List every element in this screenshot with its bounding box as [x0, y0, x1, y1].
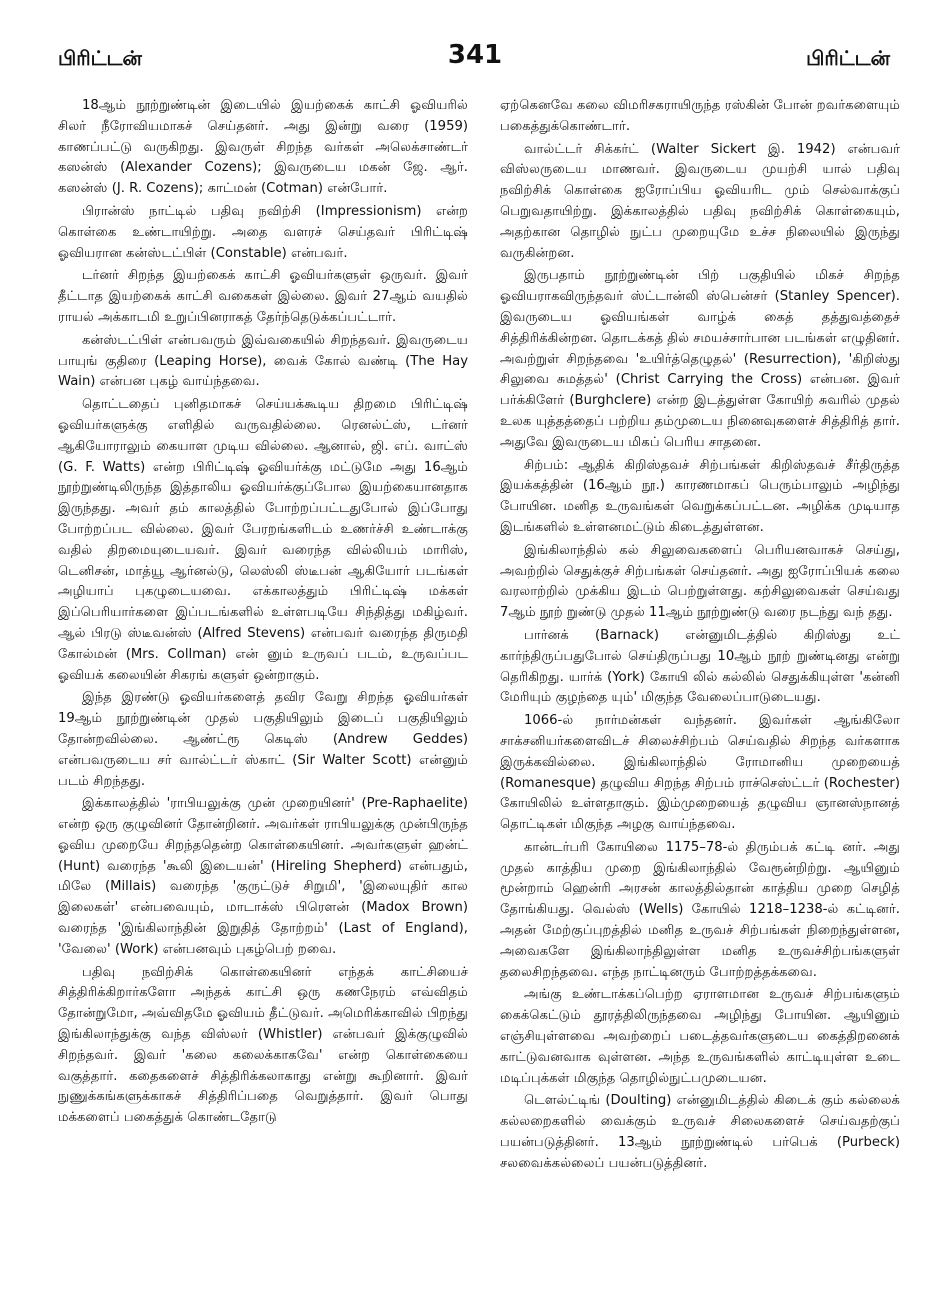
right-column [500, 96, 900, 1177]
paragraph: அங்கு உண்டாக்கப்பெற்ற ஏராளமான உருவச் சிற்பங்களும் கைக்கெட்டும் தூரத்திலிருந்தவை அழிந்து போயின. ஆயினும் எஞ்சியுள்ளவை அவற்றைப் படைத்தவர்களுடைய கைத்திறனைக் காட்டுவனவாக வுள்ளன. அந்த உருவங்களில் காட்டியுள்ள உடை மடிப்புக்கள் மிகுந்த தொழில்நுட்பமுடையன. [500, 987, 900, 1086]
running-head-left: பிரிட்டன் [58, 46, 142, 70]
paragraph: 18ஆம் நூற்றுண்டின் இடையில் இயற்கைக் காட்சி ஓவியரில் சிலர் நீரோவியமாகச் செய்தனர். அது இன்று வரை (1959) காணப்பட்டு வருகிறது. இவருள் சிறந்த வர்கள் அலெக்சாண்டர் கஸன்ஸ் (Alexander Cozens); இவருடைய மகன் ஜே. ஆர். கஸன்ஸ் (J. R. Cozens); காட்மன் (Cotman) என்போர். [58, 98, 468, 197]
left-column [58, 96, 468, 1131]
paragraph: கான்டர்பரி கோயிலை 1175–78-ல் திரும்பக் கட்டி னர். அது முதல் காத்திய முறை இங்கிலாந்தில் வேரூன்றிற்று. ஆயினும் மூன்றாம் ஹென்ரி அரசன் காலத்தில்தான் காத்திய முறை செழித் தோங்கியது. வெல்ஸ் (Wells) கோயில் 1218–1238-ல் கட்டினர். அதன் மேற்குப்புறத்தில் மனித உருவச் சிற்பங்கள் நிறைந்துள்ளன, அவைகளே இங்கிலாந்திலுள்ள மனித உருவச்சிற்பங்களுள் தலைசிறந்தவை. எந்த நாட்டினரும் போற்றத்தக்கவை. [500, 839, 900, 980]
paragraph: இங்கிலாந்தில் கல் சிலுவைகளைப் பெரியனவாகச் செய்து, அவற்றில் செதுக்குச் சிற்பங்கள் செய்தனர். அது ஐரோப்பியக் கலை வரலாற்றில் முக்கிய இடம் பெற்றுள்ளது. கற்சிலுவைகள் செய்வது 7ஆம் நூற் றுண்டு முதல் 11ஆம் நூற்றுண்டு வரை நடந்து வந் தது. [500, 542, 900, 621]
paragraph: கன்ஸ்டட்பிள் என்பவரும் இவ்வகையில் சிறந்தவர். இவருடைய பாயுங் குதிரை (Leaping Horse), வைக் கோல் வண்டி (The Hay Wain) என்பன புகழ் வாய்ந்தவை. [58, 332, 468, 390]
paragraph: பிரான்ஸ் நாட்டில் பதிவு நவிற்சி (Impressionism) என்ற கொள்கை உண்டாயிற்று. அதை வளரச் செய்தவர் பிரிட்டிஷ் ஓவியரான கன்ஸ்டட்பிள் (Constable) என்பவர். [58, 203, 468, 261]
paragraph: டௌல்ட்டிங் (Doulting) என்னுமிடத்தில் கிடைக் கும் கல்லைக் கல்லறைகளில் வைக்கும் உருவச் சிலைகளைச் செய்வதற்குப் பயன்படுத்தினர். 13ஆம் நூற்றுண்டில் பர்பெக் (Purbeck) சலவைக்கல்லைப் பயன்படுத்தினர். [500, 1093, 900, 1171]
paragraph: பார்னக் (Barnack) என்னுமிடத்தில் கிறிஸ்து உட் கார்ந்திருப்பதுபோல் செய்திருப்பது 10ஆம் நூற் றுண்டினது என்று தெரிகிறது. யார்க் (York) கோயி லில் கல்லில் செதுக்கியுள்ள 'கன்னி மேரியும் குழந்தை யும்' மிகுந்த வேலைப்பாடுடையது. [500, 627, 900, 706]
paragraph: இக்காலத்தில் 'ராபியலுக்கு முன் முறையினர்' (Pre-Raphaelite) என்ற ஒரு குழுவினர் தோன்றினர். அவர்கள் ராபியலுக்கு முன்பிருந்த ஓவிய முறையே சிறந்ததென்ற கொள்கையினர். அவர்களுள் ஹன்ட் (Hunt) வரைந்த 'கூலி இடையன்' (Hireling Shepherd) என்பதும், மிலே (Millais) வரைந்த 'குருட்டுச் சிறுமி', 'இலையுதிர் கால இலைகள்' என்பவையும், மாடாக்ஸ் பிரௌன் (Madox Brown) வரைந்த 'இங்கிலாந்தின் இறுதித் தோற்றம்' (Last of England), 'வேலை' (Work) என்பனவும் புகழ்பெற் றவை. [58, 796, 468, 957]
running-head-right: பிரிட்டன் [806, 46, 890, 70]
paragraph: இந்த இரண்டு ஓவியர்களைத் தவிர வேறு சிறந்த ஓவியர்கள் 19ஆம் நூற்றுண்டின் முதல் பகுதியிலும் இடைப் பகுதியிலும் தோன்றவில்லை. ஆண்ட்ரூ கெடிஸ் (Andrew Geddes) என்பவருடைய சர் வால்ட்டர் ஸ்காட் (Sir Walter Scott) என்னும் படம் சிறந்தது. [58, 690, 468, 789]
paragraph: சிற்பம்: ஆதிக் கிறிஸ்தவச் சிற்பங்கள் கிறிஸ்தவச் சீர்திருத்த இயக்கத்தின் (16ஆம் நூ.) காரணமாகப் பெரும்பாலும் அழிந்து போயின. மனித உருவங்கள் வெறுக்கப்பட்டன. அழிக்க முடியாத இடங்களில் உள்ளனமட்டும் கிடைத்துள்ளன. [500, 457, 900, 535]
paragraph: தொட்டதைப் புனிதமாகச் செய்யக்கூடிய திறமை பிரிட்டிஷ் ஓவியர்களுக்கு எளிதில் வருவதில்லை. ரெனல்ட்ஸ், டர்னர் ஆகியோராலும் கையாள முடிய வில்லை. ஆனால், ஜி. எப். வாட்ஸ் (G. F. Watts) என்ற பிரிட்டிஷ் ஓவியர்க்கு மட்டுமே அது 16ஆம் நூற்றுண்டிலிருந்த இத்தாலிய ஓவியர்க்குப்போல இயற்கையானதாக இருந்தது. அவர் தம் காலத்தில் போற்றப்பட்டதுபோல் இப்போது போற்றப்பட வில்லை. இவர் பேரறங்களிடம் உணர்ச்சி உண்டாக்கு வதில் திறமையுடையவர். இவர் வரைந்த வில்லியம் மாரிஸ், டெனிசன், மாத்யூ ஆர்னல்டு, லெஸ்லி ஸ்டீபன் ஆகியோர் படங்கள் அழியாப் புகழுடையவை. எக்காலத்தும் பிரிட்டிஷ் மக்கள் இப்பெரியார்களை இப்படங்களில் உள்ளபடியே சிந்தித்து மகிழ்வர். ஆல் பிரடு ஸ்டீவன்ஸ் (Alfred Stevens) என்பவர் வரைந்த திருமதி கோல்மன் (Mrs. Collman) என் னும் உருவப் படம், உருவப்பட ஓவியக் கலையின் சிகரங் களுள் ஒன்றாகும். [58, 397, 468, 683]
paragraph: வால்ட்டர் சிக்கர்ட் (Walter Sickert இ. 1942) என்பவர் விஸ்லருடைய மாணவர். இவருடைய முயற்சி யால் பதிவு நவிற்சிக் கொள்கை ஐரோப்பிய ஓவியரிட மும் செல்வாக்குப் பெறுவதாயிற்று. இக்காலத்தில் பதிவு நவிற்சிக் கொள்கையும், அதற்கான தொழில் நுட்ப முறையுமே உச்ச நிலையில் இருந்து வருகின்றன. [500, 141, 900, 261]
paragraph: இருபதாம் நூற்றுண்டின் பிற் பகுதியில் மிகச் சிறந்த ஓவியராகவிருந்தவர் ஸ்ட்டான்லி ஸ்பென்சர் (Stanley Spencer). இவருடைய ஓவியங்கள் வாழ்க் கைத் தத்துவத்தைச் சித்திரிக்கின்றன. தொடக்கத் தில் சமயச்சார்பான படங்கள் எழுதினர். அவற்றுள் சிறந்தவை 'உயிர்த்தெழுதல்' (Resurrection), 'கிறிஸ்து சிலுவை சுமத்தல்' (Christ Carrying the Cross) என்பன. இவர் பர்க்கிளேர் (Burghclere) என்ற இடத்துள்ள கோயிற் சுவரில் முதல் உலக யுத்தத்தைப் பற்றிய தம்முடைய நினைவுகளைச் சித்திரித் தார். அதுவே இவருடைய மிகப் பெரிய சாதனை. [500, 268, 900, 450]
paragraph: ஏற்கெனவே கலை விமரிசகராயிருந்த ரஸ்கின் போன் றவர்களையும் பகைத்துக்கொண்டார். [500, 98, 900, 134]
paragraph: டர்னர் சிறந்த இயற்கைக் காட்சி ஓவியர்களுள் ஒருவர். இவர் தீட்டாத இயற்கைக் காட்சி வகைகள் இல்லை. இவர் 27ஆம் வயதில் ராயல் அக்காடமி உறுப்பினராகத் தேர்ந்தெடுக்கப்பட்டார். [58, 268, 468, 325]
paragraph: பதிவு நவிற்சிக் கொள்கையினர் எந்தக் காட்சியைச் சித்திரிக்கிறார்களோ அந்தக் காட்சி ஒரு கணநேரம் எவ்விதம் தோன்றுமோ, அவ்விதமே ஓவியம் தீட்டுவர். அமெரிக்காவில் பிறந்து இங்கிலாந்துக்கு வந்த விஸ்லர் (Whistler) என்பவர் இக்குழுவில் சிறந்தவர். இவர் 'கலை கலைக்காகவே' என்ற கொள்கையை வகுத்தார். கதைகளைச் சித்திரிக்கலாகாது என்று கூறினார். இவர் நுணுக்கங்களுக்காகச் சித்திரிப்பதை வெறுத்தார். இவர் பொது மக்களைப் பகைத்துக் கொண்டதோடு [58, 964, 468, 1126]
page-number: 341 [447, 40, 503, 70]
paragraph: 1066-ல் நார்மன்கள் வந்தனர். இவர்கள் ஆங்கிலோ சாக்சனியர்களைவிடச் சிலைச்சிற்பம் செய்வதில் சிறந்த வர்களாக இருக்கவில்லை. இங்கிலாந்தில் ரோமானிய முறையைத் (Romanesque) தழுவிய சிறந்த சிற்பம் ராச்செஸ்ட்டர் (Rochester) கோயிலில் உள்ளதாகும். இம்முறையைத் தழுவிய ஞானஸ்நானத் தொட்டிகள் மிகுந்த அழகு வாய்ந்தவை. [500, 713, 900, 833]
